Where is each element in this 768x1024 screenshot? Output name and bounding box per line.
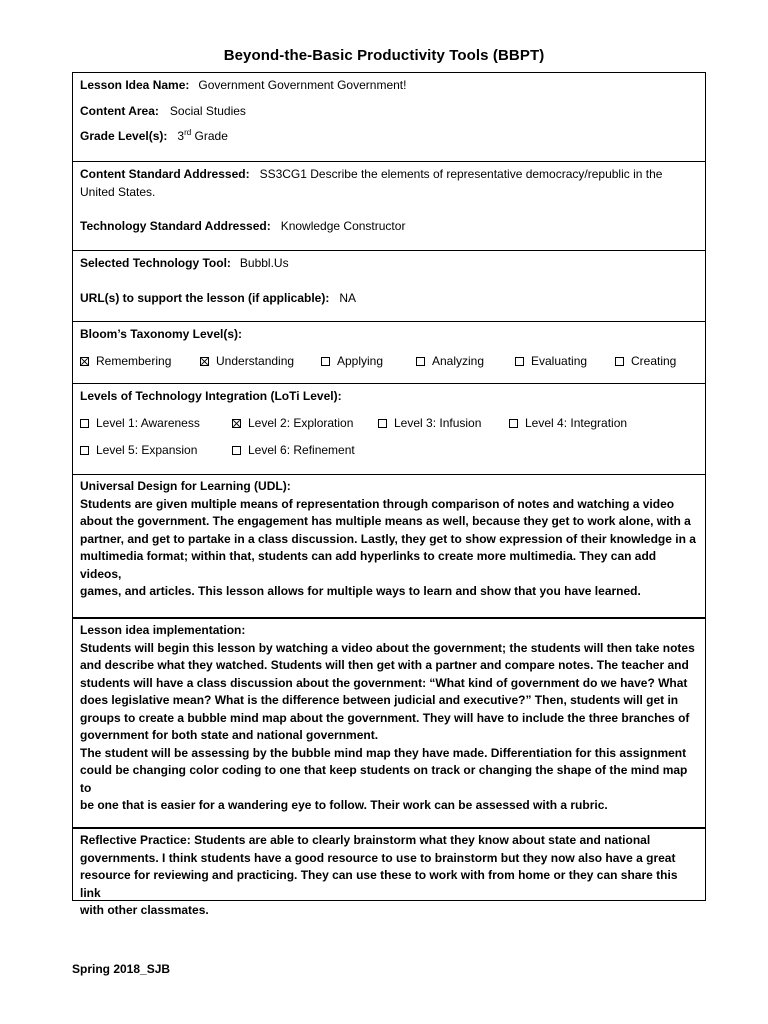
blooms-option-label: Applying <box>337 353 384 368</box>
blooms-option-remembering[interactable] <box>80 353 200 371</box>
checked-checkbox-icon[interactable] <box>80 357 89 366</box>
udl-section <box>73 474 705 617</box>
url-label: URL(s) to support the lesson (if applicable): <box>80 290 330 305</box>
loti-level-section <box>73 383 705 474</box>
unchecked-checkbox-icon[interactable] <box>416 357 425 366</box>
loti-option-level2[interactable] <box>232 415 378 433</box>
udl-paragraph <box>80 496 698 601</box>
blooms-option-label: Understanding <box>216 353 295 368</box>
blooms-option-evaluating[interactable] <box>515 353 615 371</box>
implementation-section <box>73 617 705 827</box>
udl-line: Students are given multiple means of representation through comparison of notes and watching a video <box>80 496 675 511</box>
blooms-taxonomy-section <box>73 321 705 383</box>
standards-section <box>73 161 705 250</box>
loti-option-level4[interactable] <box>509 415 627 433</box>
unchecked-checkbox-icon[interactable] <box>615 357 624 366</box>
implementation-line: does legislative mean? What is the difference between judicial and executive?” Then, students will get in <box>80 693 679 707</box>
content-area-value: Social Studies <box>169 103 246 118</box>
loti-option-level5[interactable] <box>80 442 232 460</box>
loti-option-label: Level 2: Exploration <box>248 415 354 430</box>
implementation-paragraph <box>80 640 698 815</box>
reflective-line: governments. I think students have a good resource to use to brainstorm but they now also have a great <box>80 850 676 865</box>
url-value: NA <box>339 290 357 305</box>
reflective-first-line: Students are able to clearly brainstorm what they know about state and national <box>190 833 651 847</box>
blooms-option-analyzing[interactable] <box>416 353 515 371</box>
unchecked-checkbox-icon[interactable] <box>321 357 330 366</box>
checked-checkbox-icon[interactable] <box>200 357 209 366</box>
blooms-options <box>80 353 698 371</box>
content-standard-value-line2: United States. <box>80 184 156 199</box>
unchecked-checkbox-icon[interactable] <box>515 357 524 366</box>
content-standard-value-line1: SS3CG1 Describe the elements of representative democracy/republic in the <box>259 167 663 181</box>
reflective-label: Reflective Practice: <box>80 833 191 847</box>
blooms-option-understanding[interactable] <box>200 353 321 371</box>
udl-line: about the government. The engagement has multiple means as well, because they get to work alone, with a <box>80 514 691 528</box>
blooms-option-label: Evaluating <box>531 353 588 368</box>
blooms-option-label: Remembering <box>96 353 172 368</box>
blooms-option-label: Creating <box>631 353 677 368</box>
technology-tool-section <box>73 250 705 321</box>
loti-option-level6[interactable] <box>232 442 355 460</box>
implementation-line: be one that is easier for a wandering eye to follow. Their work can be assessed with a rubric. <box>80 798 608 812</box>
technology-standard-value: Knowledge Constructor <box>280 219 406 233</box>
loti-option-label: Level 6: Refinement <box>248 443 355 457</box>
lesson-idea-value: Government Government Government! <box>198 78 407 92</box>
implementation-line: government for both state and national government. <box>80 728 379 742</box>
implementation-line: The student will be assessing by the bubble mind map they have made. Differentiation for this assignment <box>80 745 687 760</box>
implementation-heading: Lesson idea implementation: <box>80 623 246 637</box>
grade-level-label: Grade Level(s): <box>80 129 168 143</box>
implementation-line: could be changing color coding to one that keep students on track or changing the shape of the mind map to <box>80 763 688 795</box>
unchecked-checkbox-icon[interactable] <box>232 446 241 455</box>
reflective-line: resource for reviewing and practicing. They can use these to work with from home or they can share this link <box>80 868 678 900</box>
selected-tool-value: Bubbl.Us <box>239 256 289 270</box>
unchecked-checkbox-icon[interactable] <box>378 419 387 428</box>
implementation-line: groups to create a bubble mind map about the government. They will have to include the three branches of <box>80 710 690 725</box>
loti-option-label: Level 1: Awareness <box>96 415 200 430</box>
udl-heading: Universal Design for Learning (UDL): <box>80 479 291 493</box>
lesson-info-section <box>73 73 705 161</box>
loti-option-label: Level 3: Infusion <box>394 415 482 430</box>
loti-option-level3[interactable] <box>378 415 509 433</box>
content-area-label: Content Area: <box>80 103 159 118</box>
loti-heading: Levels of Technology Integration (LoTi Level): <box>80 389 342 403</box>
udl-line: partner, and get to partake in a class discussion. Lastly, they get to show expression of their knowledge in a <box>80 531 696 546</box>
grade-level-value: 3rd Grade <box>177 128 228 143</box>
reflective-line: with other classmates. <box>80 903 209 917</box>
implementation-line: and describe what they watched. Students will then get with a partner and compare notes. The teacher and <box>80 658 689 672</box>
reflective-practice-section <box>73 827 705 917</box>
document-footer: Spring 2018_SJB <box>72 962 171 976</box>
loti-option-label: Level 5: Expansion <box>96 443 198 457</box>
blooms-option-creating[interactable] <box>615 353 676 371</box>
content-standard-label: Content Standard Addressed: <box>80 167 250 181</box>
unchecked-checkbox-icon[interactable] <box>80 419 89 428</box>
udl-line: games, and articles. This lesson allows for multiple ways to learn and show that you have learned. <box>80 584 641 598</box>
loti-option-level1[interactable] <box>80 415 232 433</box>
technology-standard-label: Technology Standard Addressed: <box>80 219 271 233</box>
document-title: Beyond-the-Basic Productivity Tools (BBPT) <box>223 47 545 64</box>
blooms-option-label: Analyzing <box>432 353 485 368</box>
loti-options-row2 <box>80 442 698 460</box>
reflective-paragraph <box>80 832 698 920</box>
lesson-idea-label: Lesson Idea Name: <box>80 78 190 92</box>
loti-option-label: Level 4: Integration <box>525 415 628 430</box>
unchecked-checkbox-icon[interactable] <box>80 446 89 455</box>
lesson-form-table <box>72 72 706 917</box>
udl-line: multimedia format; within that, students can add hyperlinks to create more multimedia. They can add videos, <box>80 549 657 581</box>
selected-tool-label: Selected Technology Tool: <box>80 256 231 270</box>
reflective-line <box>80 832 698 850</box>
checked-checkbox-icon[interactable] <box>232 419 241 428</box>
loti-options-row1 <box>80 415 698 433</box>
unchecked-checkbox-icon[interactable] <box>509 419 518 428</box>
implementation-line: Students will begin this lesson by watching a video about the government; the students will then take notes <box>80 640 695 655</box>
blooms-option-applying[interactable] <box>321 353 416 371</box>
blooms-heading: Bloom’s Taxonomy Level(s): <box>80 327 243 341</box>
implementation-line: students will have a class discussion about the government: “What kind of government do we have? What <box>80 675 688 690</box>
